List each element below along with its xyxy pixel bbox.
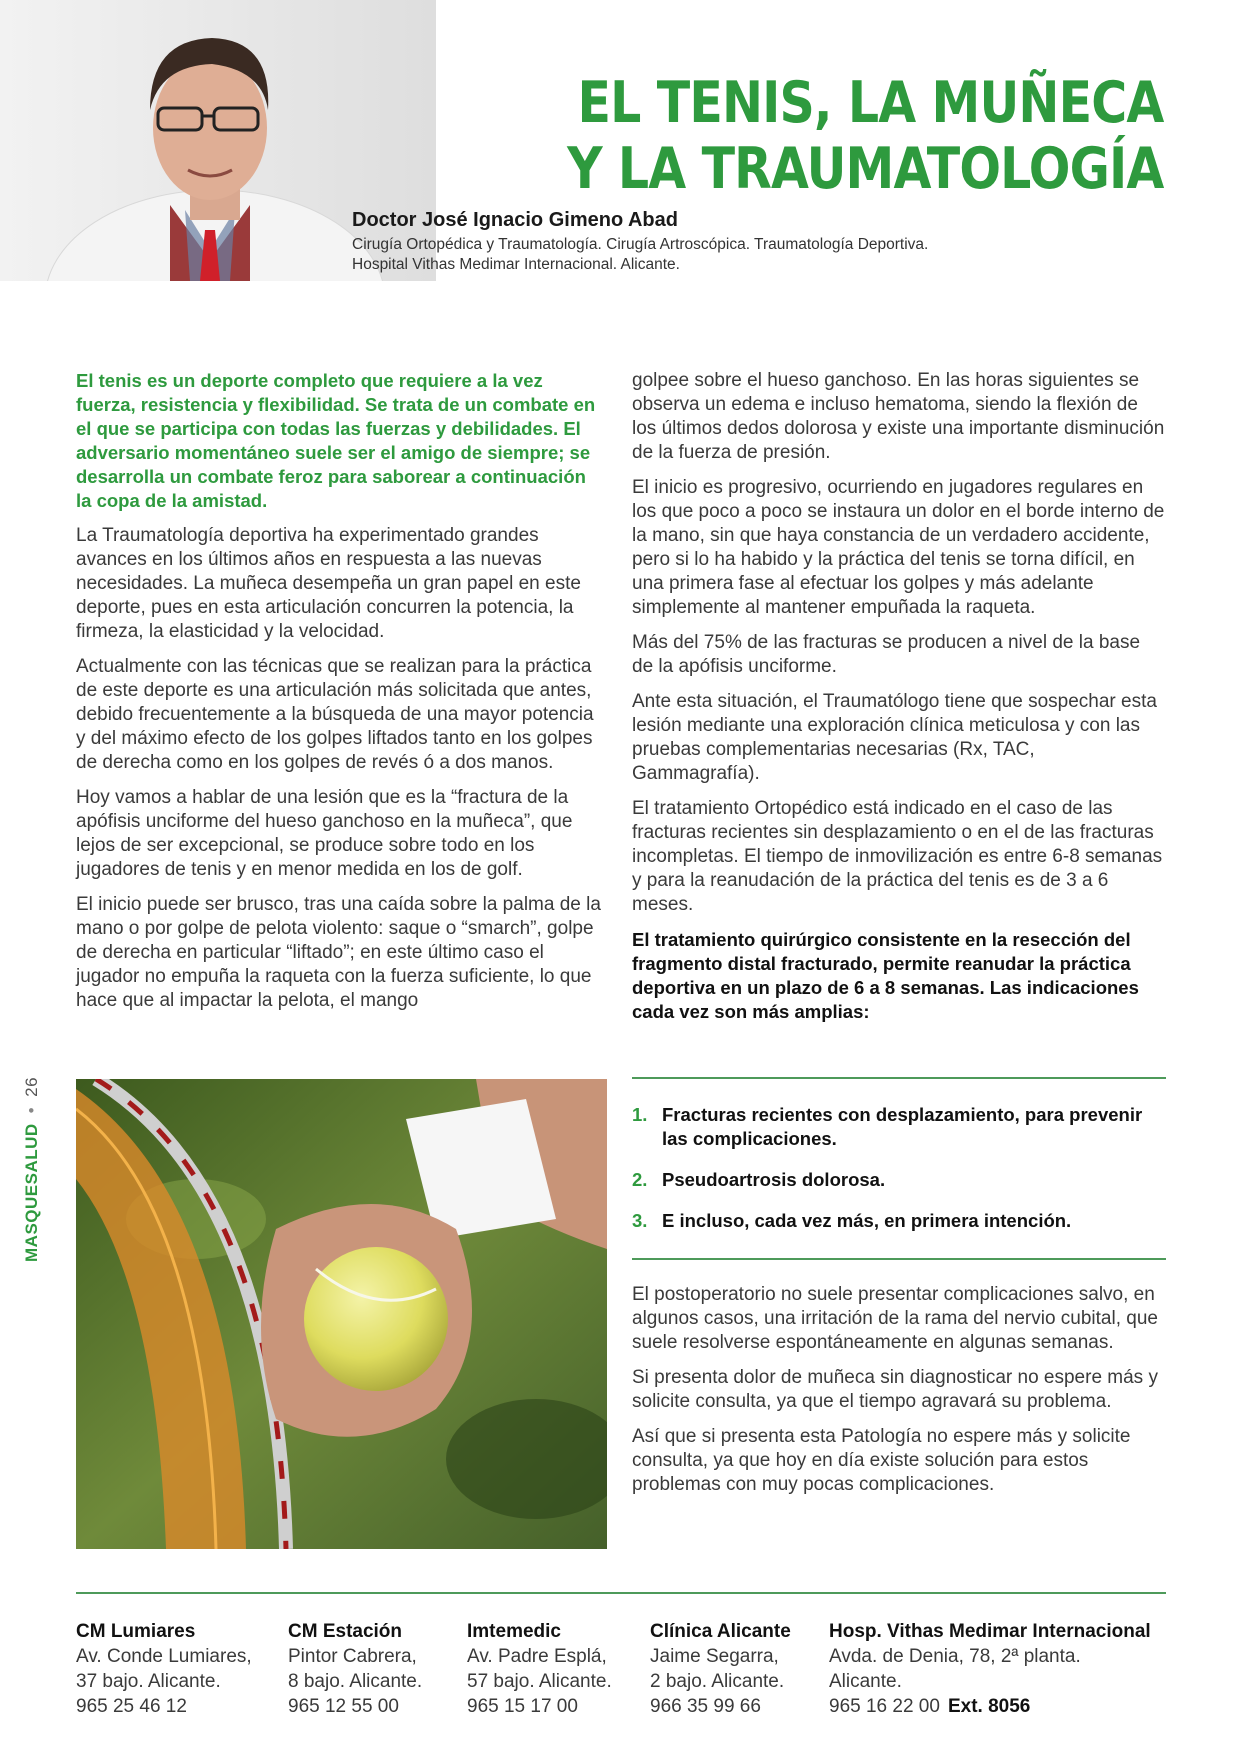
paragraph: golpee sobre el hueso ganchoso. En las horas siguientes se observa un edema e incluso hematoma, siendo la flexión de los últimos dedos dolorosa y existe una importante disminución de la fuerza de presión. — [632, 370, 1165, 463]
contact-address: 8 bajo. Alicante. — [288, 1671, 423, 1692]
list-number: 2. — [632, 1169, 648, 1190]
paragraph: Hoy vamos a hablar de una lesión que es la “fractura de la apófisis unciforme del hueso ganchoso en la muñeca”, que lejos de ser excepcional, se produce sobre todo en los jugadores de tenis y en menor medida en los de golf. — [76, 787, 573, 880]
list-item — [632, 1168, 1166, 1192]
contact-name: Imtemedic — [467, 1621, 561, 1642]
contacts-footer — [76, 1619, 1176, 1719]
contact-phone: 965 16 22 00 — [829, 1696, 940, 1717]
contact-phone: 965 15 17 00 — [467, 1696, 578, 1717]
list-number: 1. — [632, 1104, 648, 1125]
left-column — [76, 369, 606, 1024]
paragraph: Actualmente con las técnicas que se realizan para la práctica de este deporte es una articulación más solicitada que antes, debido frecuentemente a la búsqueda de una mayor potencia y del máximo efecto de los golpes liftados tanto en los golpes de derecha como en los golpes de revés ó a dos manos. — [76, 656, 594, 773]
paragraph: Si presenta dolor de muñeca sin diagnosticar no espere más y solicite consulta, ya que el tiempo agravará su problema. — [632, 1367, 1158, 1412]
contact-card — [650, 1619, 829, 1719]
list-item — [632, 1209, 1166, 1233]
title-line-1: EL TENIS, LA MUÑECA — [577, 70, 1163, 136]
contact-name: Clínica Alicante — [650, 1621, 791, 1642]
surgical-treatment-paragraph: El tratamiento quirúrgico consistente en la resección del fragmento distal fracturado, permite reanudar la práctica deportiva en un plazo de 6 a 8 semanas. Las indicaciones cada vez son más amplias: — [632, 929, 1139, 1022]
contact-phone: 965 12 55 00 — [288, 1696, 399, 1717]
contact-card — [76, 1619, 288, 1719]
author-hospital: Hospital Vithas Medimar Internacional. Alicante. — [352, 256, 680, 273]
footer-divider — [76, 1592, 1166, 1594]
list-text: Fracturas recientes con desplazamiento, para prevenir las complicaciones. — [662, 1104, 1143, 1149]
divider — [632, 1258, 1166, 1260]
paragraph: El inicio puede ser brusco, tras una caída sobre la palma de la mano o por golpe de pelota violento: saque o “smarch”, golpe de derecha en particular “liftado”; en este último caso el jugador no empuña la raqueta con la fuerza suficiente, lo que hace que al impactar la pelota, el mango — [76, 894, 601, 1011]
contact-address: Av. Padre Esplá, — [467, 1646, 607, 1667]
contact-card — [288, 1619, 467, 1719]
title-line-2: Y LA TRAUMATOLOGÍA — [566, 136, 1163, 202]
right-column — [632, 369, 1166, 1035]
contact-address: Avda. de Denia, 78, 2ª planta. — [829, 1646, 1081, 1667]
contact-address: 37 bajo. Alicante. — [76, 1671, 221, 1692]
list-item — [632, 1103, 1166, 1151]
author-specialty: Cirugía Ortopédica y Traumatología. Cirugía Artroscópica. Traumatología Deportiva. — [352, 236, 929, 253]
contact-card — [467, 1619, 650, 1719]
contact-address: Pintor Cabrera, — [288, 1646, 417, 1667]
paragraph: La Traumatología deportiva ha experimentado grandes avances en los últimos años en respuesta a las nuevas necesidades. La muñeca desempeña un gran papel en este deporte, pues en esta articulación concurren la potencia, la firmeza, la elasticidad y la velocidad. — [76, 525, 581, 642]
paragraph: El tratamiento Ortopédico está indicado en el caso de las fracturas recientes sin desplazamiento o en el de las fracturas incompletas. El tiempo de inmovilización es entre 6-8 semanas y para la reanudación de la práctica del tenis es de 3 a 6 meses. — [632, 798, 1163, 915]
contact-name: CM Lumiares — [76, 1621, 196, 1642]
right-column-bottom — [632, 1283, 1166, 1508]
contact-card — [829, 1619, 1169, 1719]
contact-name: CM Estación — [288, 1621, 403, 1642]
contact-extension: Ext. 8056 — [947, 1696, 1031, 1717]
contact-address: Alicante. — [829, 1671, 902, 1692]
contact-address: 57 bajo. Alicante. — [467, 1671, 612, 1692]
list-number: 3. — [632, 1210, 648, 1231]
indications-list — [632, 1103, 1166, 1250]
side-label — [22, 1077, 42, 1262]
contact-address: Av. Conde Lumiares, — [76, 1646, 252, 1667]
page-number: 26 — [22, 1076, 41, 1097]
contact-phone: 966 35 99 66 — [650, 1696, 761, 1717]
contact-name: Hosp. Vithas Medimar Internacional — [829, 1621, 1151, 1642]
lead-paragraph: El tenis es un deporte completo que requiere a la vez fuerza, resistencia y flexibilidad. Se trata de un combate en el que se participa con todas las fuerzas y debilidades. El adversario momentáneo suele ser el amigo de siempre; se desarrolla un combate feroz para saborear a continuación la copa de la amistad. — [76, 370, 596, 511]
separator-dot: • — [22, 1106, 41, 1114]
paragraph: Más del 75% de las fracturas se producen a nivel de la base de la apófisis unciforme. — [632, 632, 1141, 677]
author-name: Doctor José Ignacio Gimeno Abad — [352, 209, 678, 231]
paragraph: Así que si presenta esta Patología no espere más y solicite consulta, ya que hoy en día existe solución para estos problemas con muy pocas complicaciones. — [632, 1426, 1131, 1495]
author-block — [352, 209, 928, 275]
article-title — [567, 70, 1163, 202]
divider — [632, 1077, 1166, 1079]
contact-phone: 965 25 46 12 — [76, 1696, 187, 1717]
tennis-photo — [76, 1079, 607, 1549]
brand-name: MASQUESALUD — [22, 1123, 41, 1262]
list-text: Pseudoartrosis dolorosa. — [662, 1169, 886, 1190]
contact-address: Jaime Segarra, — [650, 1646, 779, 1667]
contact-address: 2 bajo. Alicante. — [650, 1671, 785, 1692]
paragraph: Ante esta situación, el Traumatólogo tiene que sospechar esta lesión mediante una exploración clínica meticulosa y con las pruebas complementarias necesarias (Rx, TAC, Gammagrafía). — [632, 691, 1157, 784]
paragraph: El inicio es progresivo, ocurriendo en jugadores regulares en los que poco a poco se instaura un dolor en el borde interno de la mano, sin que haya constancia de un verdadero accidente, pero si lo ha habido y la práctica del tenis se torna difícil, en una primera fase al efectuar los golpes y más adelante simplemente al mantener empuñada la raqueta. — [632, 477, 1165, 618]
paragraph: El postoperatorio no suele presentar complicaciones salvo, en algunos casos, una irritación de la rama del nervio cubital, que suele resolverse espontáneamente en algunas semanas. — [632, 1284, 1158, 1353]
list-text: E incluso, cada vez más, en primera intención. — [662, 1210, 1072, 1231]
